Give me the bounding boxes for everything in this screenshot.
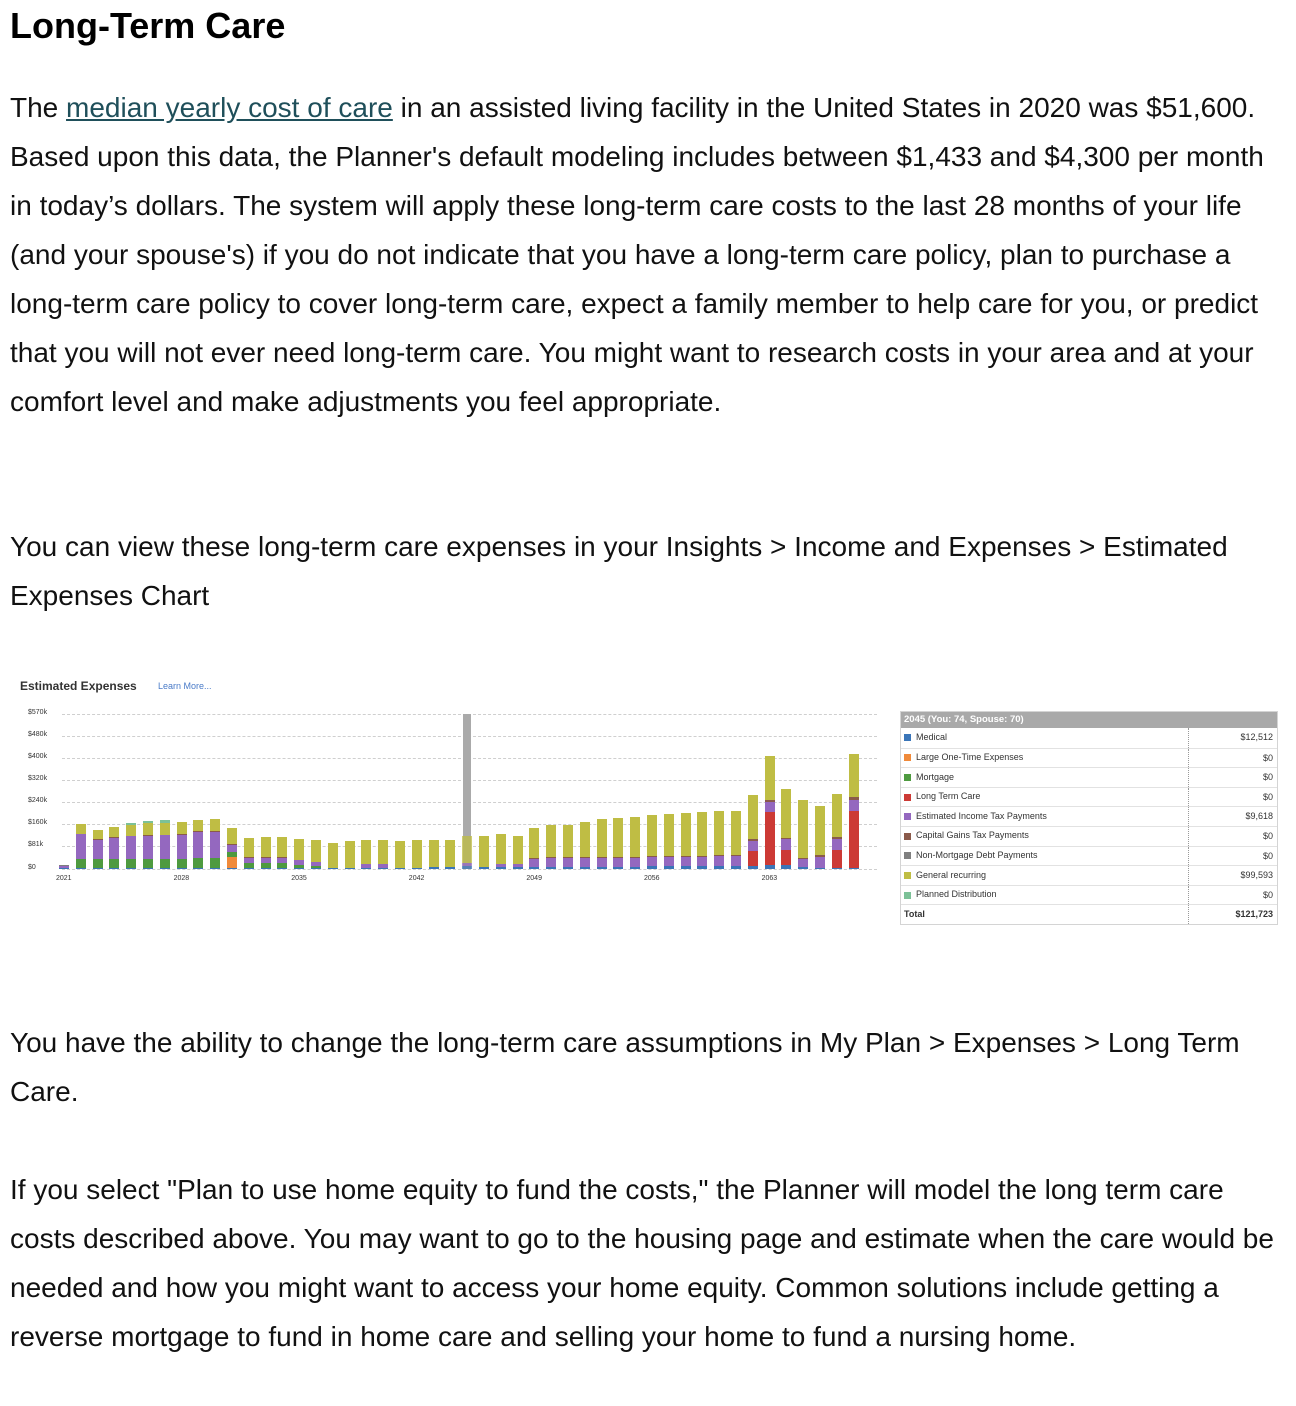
x-axis-tick: 2049: [526, 875, 542, 882]
tooltip-row-value: $0: [1262, 830, 1273, 841]
chart-plot-area[interactable]: [10, 672, 890, 902]
bar-segment: [630, 867, 640, 869]
bar-segment: [244, 868, 254, 869]
tooltip-label-text: Planned Distribution: [916, 889, 997, 900]
bar-segment: [93, 840, 103, 859]
bar-segment: [462, 866, 472, 869]
bar-2056[interactable]: [647, 815, 657, 869]
tooltip-row: [901, 826, 1277, 846]
bar-segment: [76, 859, 86, 868]
bar-2052[interactable]: [580, 822, 590, 869]
bar-segment: [126, 859, 136, 868]
bar-segment: [109, 859, 119, 868]
bar-segment: [529, 828, 539, 858]
bar-segment: [160, 835, 170, 859]
tooltip-total-label: Total: [901, 905, 1189, 924]
bar-2058[interactable]: [681, 813, 691, 869]
bar-segment: [664, 814, 674, 856]
tooltip-row-label: [901, 749, 1189, 768]
bar-segment: [445, 840, 455, 867]
bar-segment: [412, 840, 422, 867]
insights-paragraph: You can view these long-term care expenses in your Insights > Income and Expenses > Estimated Expenses Chart: [10, 531, 1228, 611]
bar-segment: [479, 867, 489, 869]
bar-2035[interactable]: [294, 839, 304, 869]
y-axis-tick: $240k: [28, 797, 48, 804]
bar-segment: [597, 858, 607, 867]
legend-swatch-icon: [904, 813, 911, 820]
bar-segment: [697, 857, 707, 866]
tooltip-row-label: [901, 886, 1189, 905]
bar-segment: [177, 859, 187, 868]
intro-paragraph: [10, 83, 1290, 426]
bar-2021[interactable]: [59, 865, 69, 869]
bar-segment: [697, 812, 707, 856]
bar-segment: [160, 868, 170, 869]
bar-segment: [109, 868, 119, 869]
bar-segment: [731, 811, 741, 855]
bar-segment: [261, 868, 271, 869]
bar-segment: [345, 868, 355, 869]
tooltip-row: [901, 806, 1277, 826]
bar-segment: [630, 858, 640, 867]
home-equity-paragraph: If you select "Plan to use home equity to fund the costs," the Planner will model the long term care costs described above. You may want to go to the housing page and estimate when the care would be needed and how you might want to access your home equity. Common solutions include getting a reverse mortgage to fund in home care and selling your home to fund a nursing home.: [10, 1174, 1274, 1352]
tooltip-row-value: $0: [1262, 772, 1273, 783]
bar-segment: [496, 834, 506, 863]
bar-segment: [277, 868, 287, 869]
bar-segment: [832, 850, 842, 868]
tooltip-label-text: Estimated Income Tax Payments: [916, 810, 1047, 821]
bar-segment: [664, 857, 674, 866]
bar-segment: [76, 824, 86, 834]
bar-segment: [143, 823, 153, 835]
bar-segment: [177, 822, 187, 834]
bar-segment: [647, 857, 657, 866]
bar-2030[interactable]: [210, 819, 220, 869]
bar-segment: [311, 868, 321, 869]
bar-segment: [479, 836, 489, 866]
bar-segment: [227, 857, 237, 868]
bar-2038[interactable]: [345, 841, 355, 869]
bar-2032[interactable]: [244, 838, 254, 869]
tooltip-row: [901, 885, 1277, 905]
legend-swatch-icon: [904, 833, 911, 840]
bar-segment: [227, 845, 237, 852]
legend-swatch-icon: [904, 794, 911, 801]
tooltip-label-text: Non-Mortgage Debt Payments: [916, 850, 1038, 861]
bar-segment: [714, 856, 724, 866]
bar-segment: [412, 868, 422, 869]
y-axis-tick: $570k: [28, 709, 48, 716]
intro-prefix: The: [10, 92, 67, 123]
bar-segment: [563, 867, 573, 869]
bar-2066[interactable]: [815, 806, 825, 869]
x-axis-tick: 2056: [644, 875, 660, 882]
bar-segment: [193, 858, 203, 868]
bar-segment: [714, 811, 724, 855]
bar-segment: [681, 813, 691, 856]
bar-segment: [93, 830, 103, 839]
bar-segment: [563, 825, 573, 857]
bar-segment: [462, 836, 472, 863]
bar-2036[interactable]: [311, 840, 321, 869]
tooltip-row: [901, 748, 1277, 768]
bar-segment: [210, 819, 220, 831]
bar-2059[interactable]: [697, 812, 707, 869]
tooltip-row-value: $12,512: [1240, 732, 1273, 742]
bar-2029[interactable]: [193, 820, 203, 869]
bar-2050[interactable]: [546, 825, 556, 869]
bar-segment: [193, 868, 203, 869]
bar-2033[interactable]: [261, 837, 271, 869]
bar-segment: [765, 812, 775, 865]
tooltip-row: [901, 767, 1277, 787]
bar-2048[interactable]: [513, 836, 523, 869]
estimated-expenses-chart: [10, 672, 1286, 932]
bar-segment: [697, 866, 707, 869]
bar-segment: [93, 859, 103, 868]
tooltip-total-value: $121,723: [1235, 909, 1273, 920]
legend-swatch-icon: [904, 852, 911, 859]
tooltip-label-text: Capital Gains Tax Payments: [916, 830, 1029, 841]
tooltip-row-label: [901, 768, 1189, 787]
learn-more-link[interactable]: Learn More...: [158, 681, 212, 691]
legend-swatch-icon: [904, 872, 911, 879]
bar-2025[interactable]: [126, 823, 136, 870]
tooltip-row-value: $99,593: [1240, 870, 1273, 881]
tooltip-header: 2045 (You: 74, Spouse: 70): [901, 712, 1277, 728]
tooltip-row-value: $0: [1262, 752, 1273, 763]
bar-segment: [849, 800, 859, 811]
intro-suffix: in an assisted living facility in the United States in 2020 was $51,600. Based upon this data, the Planner's default modeling includes between $1,433 and $4,300 per month in today’s dollars. The system will apply these long-term care costs to the last 28 months of your life (and your spouse's) if you do not indicate that you have a long-term care policy, plan to purchase a long-term care policy to cover long-term care, expect a family member to help care for you, or predict that you will not ever need long-term care. You might want to research costs in your area and at your comfort level and make adjustments you feel appropriate.: [10, 92, 1264, 417]
bar-segment: [294, 839, 304, 860]
bar-segment: [328, 868, 338, 869]
tooltip-row: [901, 865, 1277, 885]
bar-segment: [647, 866, 657, 869]
tooltip-row-value: $0: [1262, 850, 1273, 861]
bar-segment: [731, 866, 741, 869]
bar-segment: [227, 828, 237, 844]
bar-segment: [781, 865, 791, 869]
tooltip-row-label: [901, 866, 1189, 885]
y-axis-tick: $480k: [28, 731, 48, 738]
bar-segment: [849, 811, 859, 868]
bar-segment: [126, 868, 136, 869]
bar-segment: [361, 868, 371, 869]
bar-segment: [798, 867, 808, 869]
bar-2039[interactable]: [361, 840, 371, 869]
bar-2049[interactable]: [529, 828, 539, 869]
bar-segment: [613, 818, 623, 857]
bar-2068[interactable]: [849, 754, 859, 869]
bar-segment: [647, 815, 657, 856]
bar-2047[interactable]: [496, 834, 506, 869]
bar-segment: [781, 850, 791, 865]
bar-segment: [613, 858, 623, 867]
tooltip-row-label: [901, 807, 1189, 826]
bar-2064[interactable]: [781, 789, 791, 869]
bar-segment: [445, 867, 455, 869]
bar-2022[interactable]: [76, 824, 86, 869]
bar-segment: [311, 840, 321, 862]
bar-segment: [496, 867, 506, 869]
tooltip-label-text: Medical: [916, 732, 948, 742]
bar-segment: [395, 868, 405, 869]
bar-2067[interactable]: [832, 794, 842, 869]
tooltip-label-text: Long Term Care: [916, 791, 981, 802]
bar-segment: [378, 868, 388, 869]
bar-segment: [748, 851, 758, 866]
bar-segment: [580, 822, 590, 857]
bar-segment: [126, 825, 136, 836]
bar-segment: [109, 838, 119, 859]
bar-segment: [429, 840, 439, 867]
bar-2065[interactable]: [798, 800, 808, 869]
bar-segment: [210, 868, 220, 869]
bar-segment: [529, 859, 539, 867]
tooltip-row-label: [901, 788, 1189, 807]
legend-swatch-icon: [904, 754, 911, 761]
bar-2062[interactable]: [748, 795, 758, 869]
bar-segment: [59, 868, 69, 869]
bar-segment: [193, 832, 203, 858]
tooltip-row-label: [901, 847, 1189, 866]
bar-segment: [261, 837, 271, 856]
bar-segment: [160, 823, 170, 835]
bar-segment: [277, 837, 287, 857]
bar-segment: [798, 859, 808, 867]
legend-swatch-icon: [904, 734, 911, 741]
bar-segment: [681, 857, 691, 866]
bar-segment: [546, 825, 556, 857]
bar-2063[interactable]: [765, 756, 775, 869]
bar-segment: [177, 868, 187, 869]
assumptions-paragraph: You have the ability to change the long-term care assumptions in My Plan > Expenses > Long Term Care.: [10, 1027, 1240, 1107]
bar-segment: [815, 857, 825, 868]
bar-segment: [731, 856, 741, 866]
bar-2061[interactable]: [731, 811, 741, 869]
bar-2040[interactable]: [378, 840, 388, 869]
tooltip-label-text: General recurring: [916, 869, 987, 880]
x-axis-tick: 2035: [291, 875, 307, 882]
bar-segment: [193, 820, 203, 832]
bar-segment: [597, 819, 607, 857]
bar-2041[interactable]: [395, 841, 405, 869]
bar-2028[interactable]: [177, 822, 187, 869]
bar-segment: [765, 802, 775, 812]
bar-segment: [765, 865, 775, 869]
bar-segment: [395, 841, 405, 867]
bar-2042[interactable]: [412, 840, 422, 869]
bar-segment: [832, 794, 842, 838]
tooltip-total-row: [901, 904, 1277, 924]
tooltip-row-label: [901, 827, 1189, 846]
bar-2034[interactable]: [277, 837, 287, 869]
tooltip-label-text: Mortgage: [916, 771, 955, 782]
x-axis-tick: 2042: [408, 875, 425, 882]
bar-2037[interactable]: [328, 843, 338, 869]
bar-2044[interactable]: [445, 840, 455, 869]
y-axis-tick: $160k: [28, 819, 48, 826]
bar-segment: [513, 867, 523, 869]
bar-segment: [849, 868, 859, 869]
legend-swatch-icon: [904, 892, 911, 899]
bar-2060[interactable]: [714, 811, 724, 869]
bar-segment: [832, 839, 842, 850]
bar-2053[interactable]: [597, 819, 607, 869]
bar-segment: [529, 867, 539, 869]
bar-segment: [244, 838, 254, 856]
bar-2051[interactable]: [563, 825, 573, 869]
y-axis-tick: $81k: [28, 841, 44, 848]
bar-segment: [76, 868, 86, 869]
bar-segment: [76, 834, 86, 858]
tooltip-row: [901, 787, 1277, 807]
bar-2031[interactable]: [227, 828, 237, 869]
bar-segment: [546, 867, 556, 869]
bar-segment: [109, 827, 119, 837]
bar-segment: [681, 866, 691, 869]
bar-segment: [126, 836, 136, 859]
bar-2024[interactable]: [109, 827, 119, 869]
bar-2023[interactable]: [93, 830, 103, 869]
bar-segment: [328, 843, 338, 867]
bar-segment: [93, 868, 103, 869]
bar-segment: [143, 836, 153, 859]
page-title: Long-Term Care: [10, 5, 286, 46]
bar-segment: [378, 840, 388, 864]
bar-segment: [160, 859, 170, 868]
bar-segment: [563, 858, 573, 867]
bar-segment: [748, 795, 758, 839]
y-axis-tick: $0: [28, 864, 36, 871]
bar-segment: [849, 754, 859, 798]
bar-2027[interactable]: [160, 820, 170, 869]
bar-segment: [815, 868, 825, 869]
bar-segment: [580, 858, 590, 867]
bar-2055[interactable]: [630, 817, 640, 869]
bar-segment: [177, 835, 187, 859]
bar-segment: [345, 841, 355, 868]
bar-segment: [546, 858, 556, 866]
bar-2046[interactable]: [479, 836, 489, 869]
bar-segment: [781, 839, 791, 850]
bar-segment: [294, 868, 304, 869]
tooltip-label-text: Large One-Time Expenses: [916, 752, 1024, 763]
bar-2054[interactable]: [613, 818, 623, 869]
tooltip-row-value: $0: [1262, 889, 1273, 900]
bar-segment: [781, 789, 791, 838]
y-axis-tick: $400k: [28, 753, 48, 760]
bar-segment: [832, 868, 842, 869]
tooltip-row: [901, 728, 1277, 748]
bar-segment: [613, 867, 623, 869]
bar-segment: [210, 858, 220, 868]
tooltip-row-label: [901, 728, 1189, 748]
legend-swatch-icon: [904, 774, 911, 781]
bar-segment: [580, 867, 590, 869]
bar-segment: [143, 859, 153, 868]
bar-segment: [630, 817, 640, 857]
bar-segment: [765, 756, 775, 800]
chart-tooltip: [900, 711, 1278, 925]
chart-title: Estimated Expenses: [20, 679, 137, 693]
tooltip-row-value: $0: [1262, 791, 1273, 802]
x-axis-tick: 2028: [173, 875, 190, 882]
gridline: [62, 869, 877, 870]
bar-segment: [361, 840, 371, 864]
bar-segment: [227, 868, 237, 869]
bar-segment: [513, 836, 523, 863]
bar-segment: [798, 800, 808, 857]
bar-segment: [597, 867, 607, 869]
x-axis-tick: 2021: [56, 875, 72, 882]
bar-segment: [748, 866, 758, 869]
bar-segment: [210, 832, 220, 858]
median-cost-link[interactable]: median yearly cost of care: [66, 92, 393, 123]
bar-segment: [815, 806, 825, 855]
bar-2057[interactable]: [664, 814, 674, 869]
bar-segment: [714, 866, 724, 869]
y-axis-tick: $320k: [28, 775, 48, 782]
tooltip-row: [901, 846, 1277, 866]
bar-segment: [748, 841, 758, 851]
bar-2026[interactable]: [143, 821, 153, 869]
bar-segment: [429, 867, 439, 869]
x-axis-tick: 2063: [761, 875, 778, 882]
bar-2045[interactable]: [462, 836, 472, 869]
tooltip-row-value: $9,618: [1245, 811, 1273, 822]
bar-segment: [664, 866, 674, 869]
bar-2043[interactable]: [429, 840, 439, 869]
bar-segment: [143, 868, 153, 869]
